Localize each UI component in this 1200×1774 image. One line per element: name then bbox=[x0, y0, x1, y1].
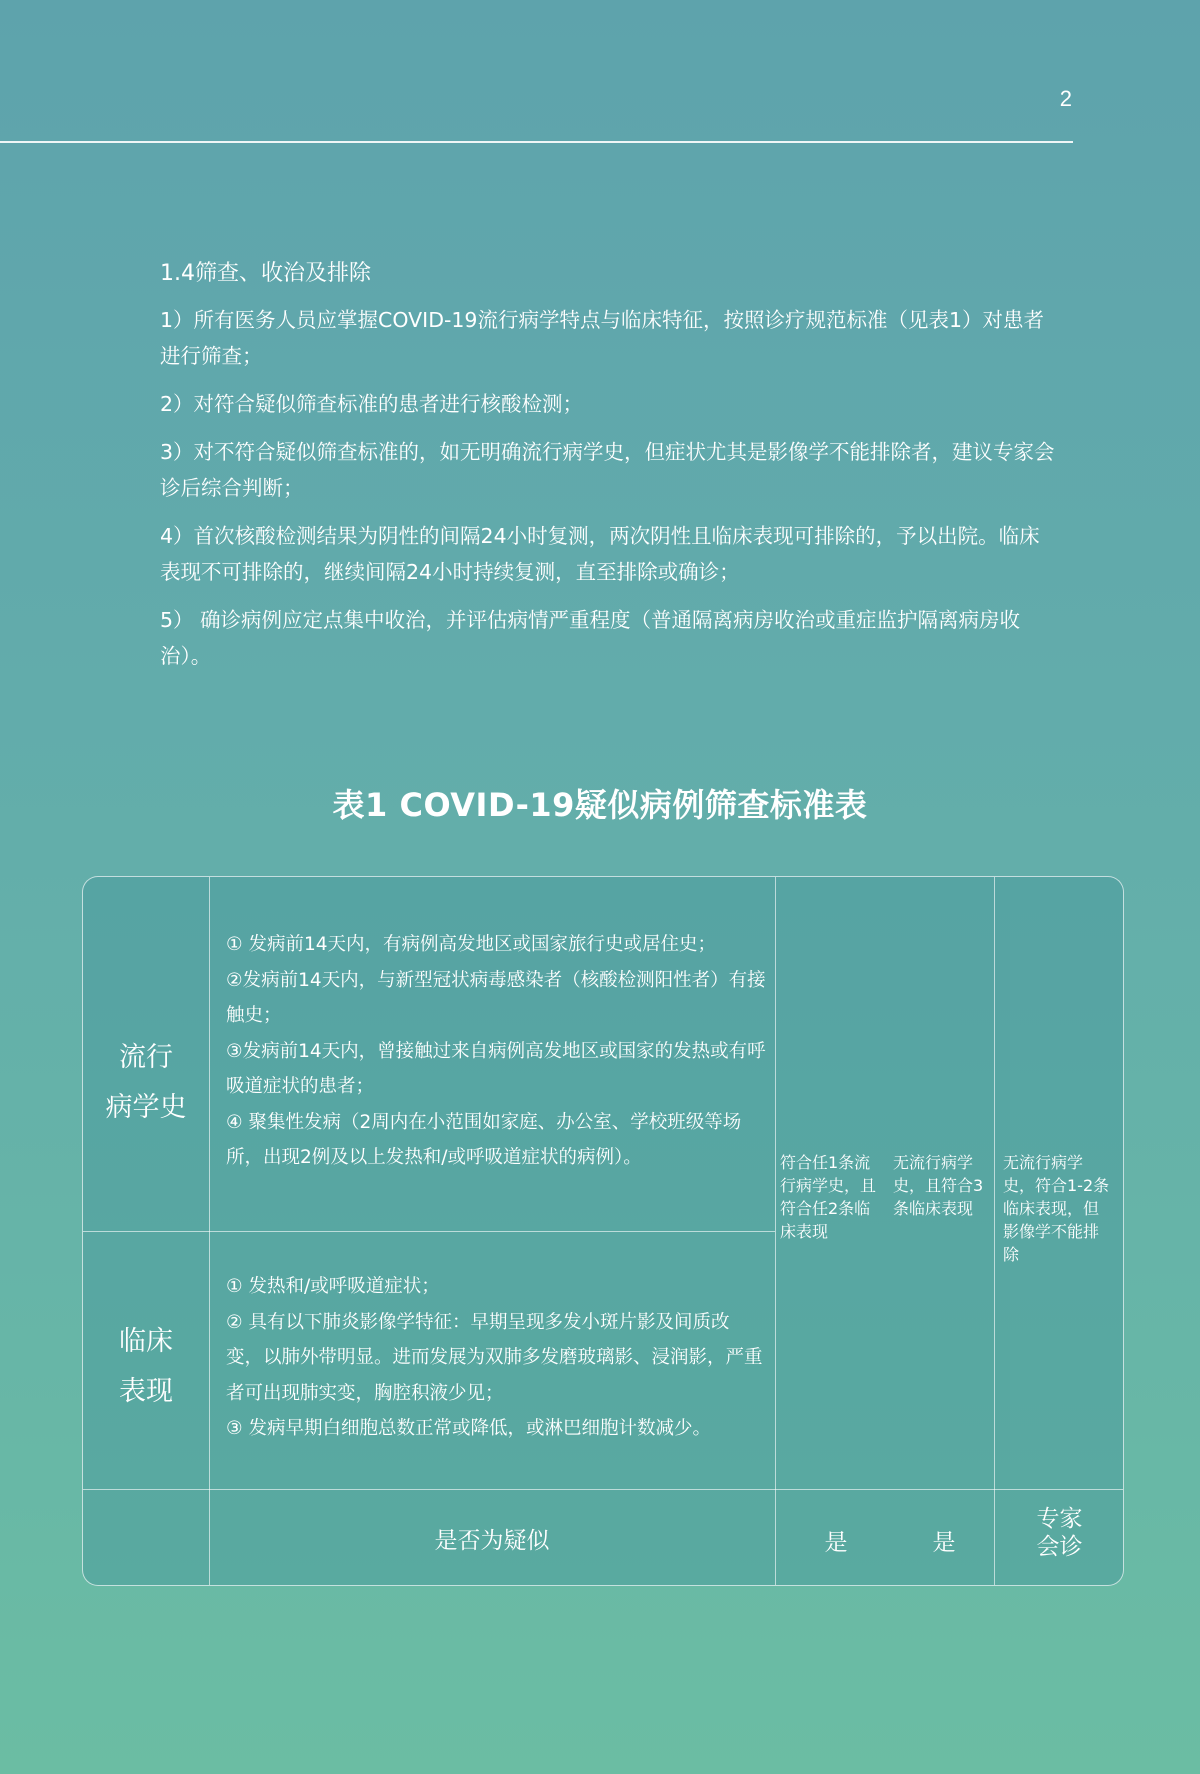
page-number: 2 bbox=[1059, 86, 1072, 111]
section-item-5: 5） 确诊病例应定点集中收治，并评估病情严重程度（普通隔离病房收治或重症监护隔离病房收治）。 bbox=[160, 608, 1021, 668]
criteria-item: ② 具有以下肺炎影像学特征：早期呈现多发小斑片影及间质改变，以肺外带明显。进而发展为双肺多发磨玻璃影、浸润影，严重者可出现肺实变，胸腔积液少见； bbox=[226, 1311, 763, 1404]
clinical-criteria bbox=[226, 1269, 766, 1447]
section-item-1: 1）所有医务人员应掌握COVID-19流行病学特点与临床特征，按照诊疗规范标准（见表1）对患者进行筛查； bbox=[160, 308, 1045, 368]
criteria-item: ① 发病前14天内，有病例高发地区或国家旅行史或居住史； bbox=[226, 934, 717, 955]
section-item-3: 3）对不符合疑似筛查标准的，如无明确流行病学史，但症状尤其是影像学不能排除者，建议专家会诊后综合判断； bbox=[160, 440, 1055, 500]
criteria-item: ③发病前14天内，曾接触过来自病例高发地区或国家的发热或有呼吸道症状的患者； bbox=[226, 1040, 766, 1097]
outcome-1: 符合任1条流行病学史，且符合任2条临床表现 bbox=[780, 1153, 877, 1241]
criteria-item: ②发病前14天内，与新型冠状病毒感染者（核酸检测阳性者）有接触史； bbox=[226, 969, 766, 1026]
row-label-epidemiology: 流行 病学史 bbox=[105, 1042, 187, 1123]
row-divider bbox=[83, 1489, 1123, 1490]
row-divider bbox=[83, 1231, 775, 1232]
answer-expert-consult: 专家 会诊 bbox=[1036, 1506, 1083, 1560]
suspected-question: 是否为疑似 bbox=[434, 1528, 550, 1554]
screening-criteria-table bbox=[82, 876, 1124, 1586]
criteria-item: ③ 发病早期白细胞总数正常或降低，或淋巴细胞计数减少。 bbox=[226, 1418, 711, 1439]
row-label-clinical: 临床 表现 bbox=[119, 1326, 173, 1407]
section-heading: 1.4筛查、收治及排除 bbox=[160, 261, 371, 286]
outcome-2: 无流行病学史，且符合3条临床表现 bbox=[893, 1153, 984, 1218]
outcome-3: 无流行病学史，符合1-2条临床表现，但影像学不能排除 bbox=[1003, 1153, 1110, 1264]
answer-yes-2: 是 bbox=[932, 1530, 956, 1556]
answer-yes-1: 是 bbox=[824, 1530, 848, 1556]
screening-section bbox=[160, 256, 1060, 686]
header-divider bbox=[0, 141, 1073, 143]
column-divider bbox=[994, 877, 995, 1585]
criteria-item: ① 发热和/或呼吸道症状； bbox=[226, 1276, 440, 1297]
section-item-2: 2）对符合疑似筛查标准的患者进行核酸检测； bbox=[160, 392, 584, 416]
table-title: 表1 COVID-19疑似病例筛查标准表 bbox=[332, 786, 868, 824]
epidemiology-criteria bbox=[226, 927, 766, 1176]
column-divider bbox=[775, 877, 776, 1585]
criteria-item: ④ 聚集性发病（2周内在小范围如家庭、办公室、学校班级等场所，出现2例及以上发热和/或呼吸道症状的病例）。 bbox=[226, 1111, 742, 1168]
section-item-4: 4）首次核酸检测结果为阴性的间隔24小时复测，两次阴性且临床表现可排除的，予以出院。临床表现不可排除的，继续间隔24小时持续复测，直至排除或确诊； bbox=[160, 524, 1040, 584]
